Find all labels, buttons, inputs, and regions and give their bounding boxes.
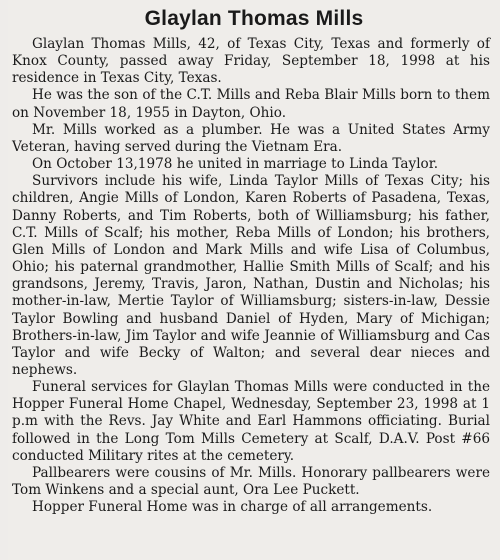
obituary-headline: Glaylan Thomas Mills: [144, 7, 364, 30]
obituary-paragraph-death-notice: Glaylan Thomas Mills, 42, of Texas City, Texas and formerly of Knox County, passed away Friday, September 18, 1998 at his residence in Texas City, Texas.: [12, 36, 490, 87]
obituary-body: [12, 36, 490, 516]
newspaper-clipping: [8, 0, 500, 560]
obituary-paragraph-parents: He was the son of the C.T. Mills and Reba Blair Mills born to them on November 18, 1955 in Dayton, Ohio.: [12, 87, 490, 121]
obituary-paragraph-marriage: On October 13,1978 he united in marriage to Linda Taylor.: [32, 156, 439, 173]
obituary-paragraph-career: Mr. Mills worked as a plumber. He was a United States Army Veteran, having served during the Vietnam Era.: [12, 121, 490, 155]
obituary-paragraph-pallbearers: Pallbearers were cousins of Mr. Mills. Honorary pallbearers were Tom Winkens and a special aunt, Ora Lee Puckett.: [12, 464, 490, 499]
obituary-paragraph-funeral: Funeral services for Glaylan Thomas Mills were conducted in the Hopper Funeral Home Chapel, Wednesday, September 23, 1998 at 1 p.m with the Revs. Jay White and Earl Hammons officiating. Burial followed in the Long Tom Mills Cemetery at Scalf, D.A.V. Post #66 conducted Military rites at the cemetery.: [12, 379, 490, 464]
obituary-paragraph-arrangements: Hopper Funeral Home was in charge of all arrangements.: [32, 499, 433, 516]
obituary-paragraph-survivors: Survivors include his wife, Linda Taylor Mills of Texas City; his children, Angie Mills of London, Karen Roberts of Pasadena, Texas, Danny Roberts, and Tim Roberts, both of Williamsburg; his father, C.T. Mills of Scalf; his mother, Reba Mills of London; his brothers, Glen Mills of London and Mark Mills and wife Lisa of Columbus, Ohio; his paternal grandmother, Hallie Smith Mills of Scalf; and his grandsons, Jeremy, Travis, Jaron, Nathan, Dustin and Nicholas; his mother-in-law, Mertie Taylor of Williamsburg; sisters-in-law, Dessie Taylor Bowling and husband Daniel of Hyden, Mary of Michigan; Brothers-in-law, Jim Taylor and wife Jeannie of Williamsburg and Cas Taylor and wife Becky of Walton; and several dear nieces and nephews.: [12, 173, 490, 378]
